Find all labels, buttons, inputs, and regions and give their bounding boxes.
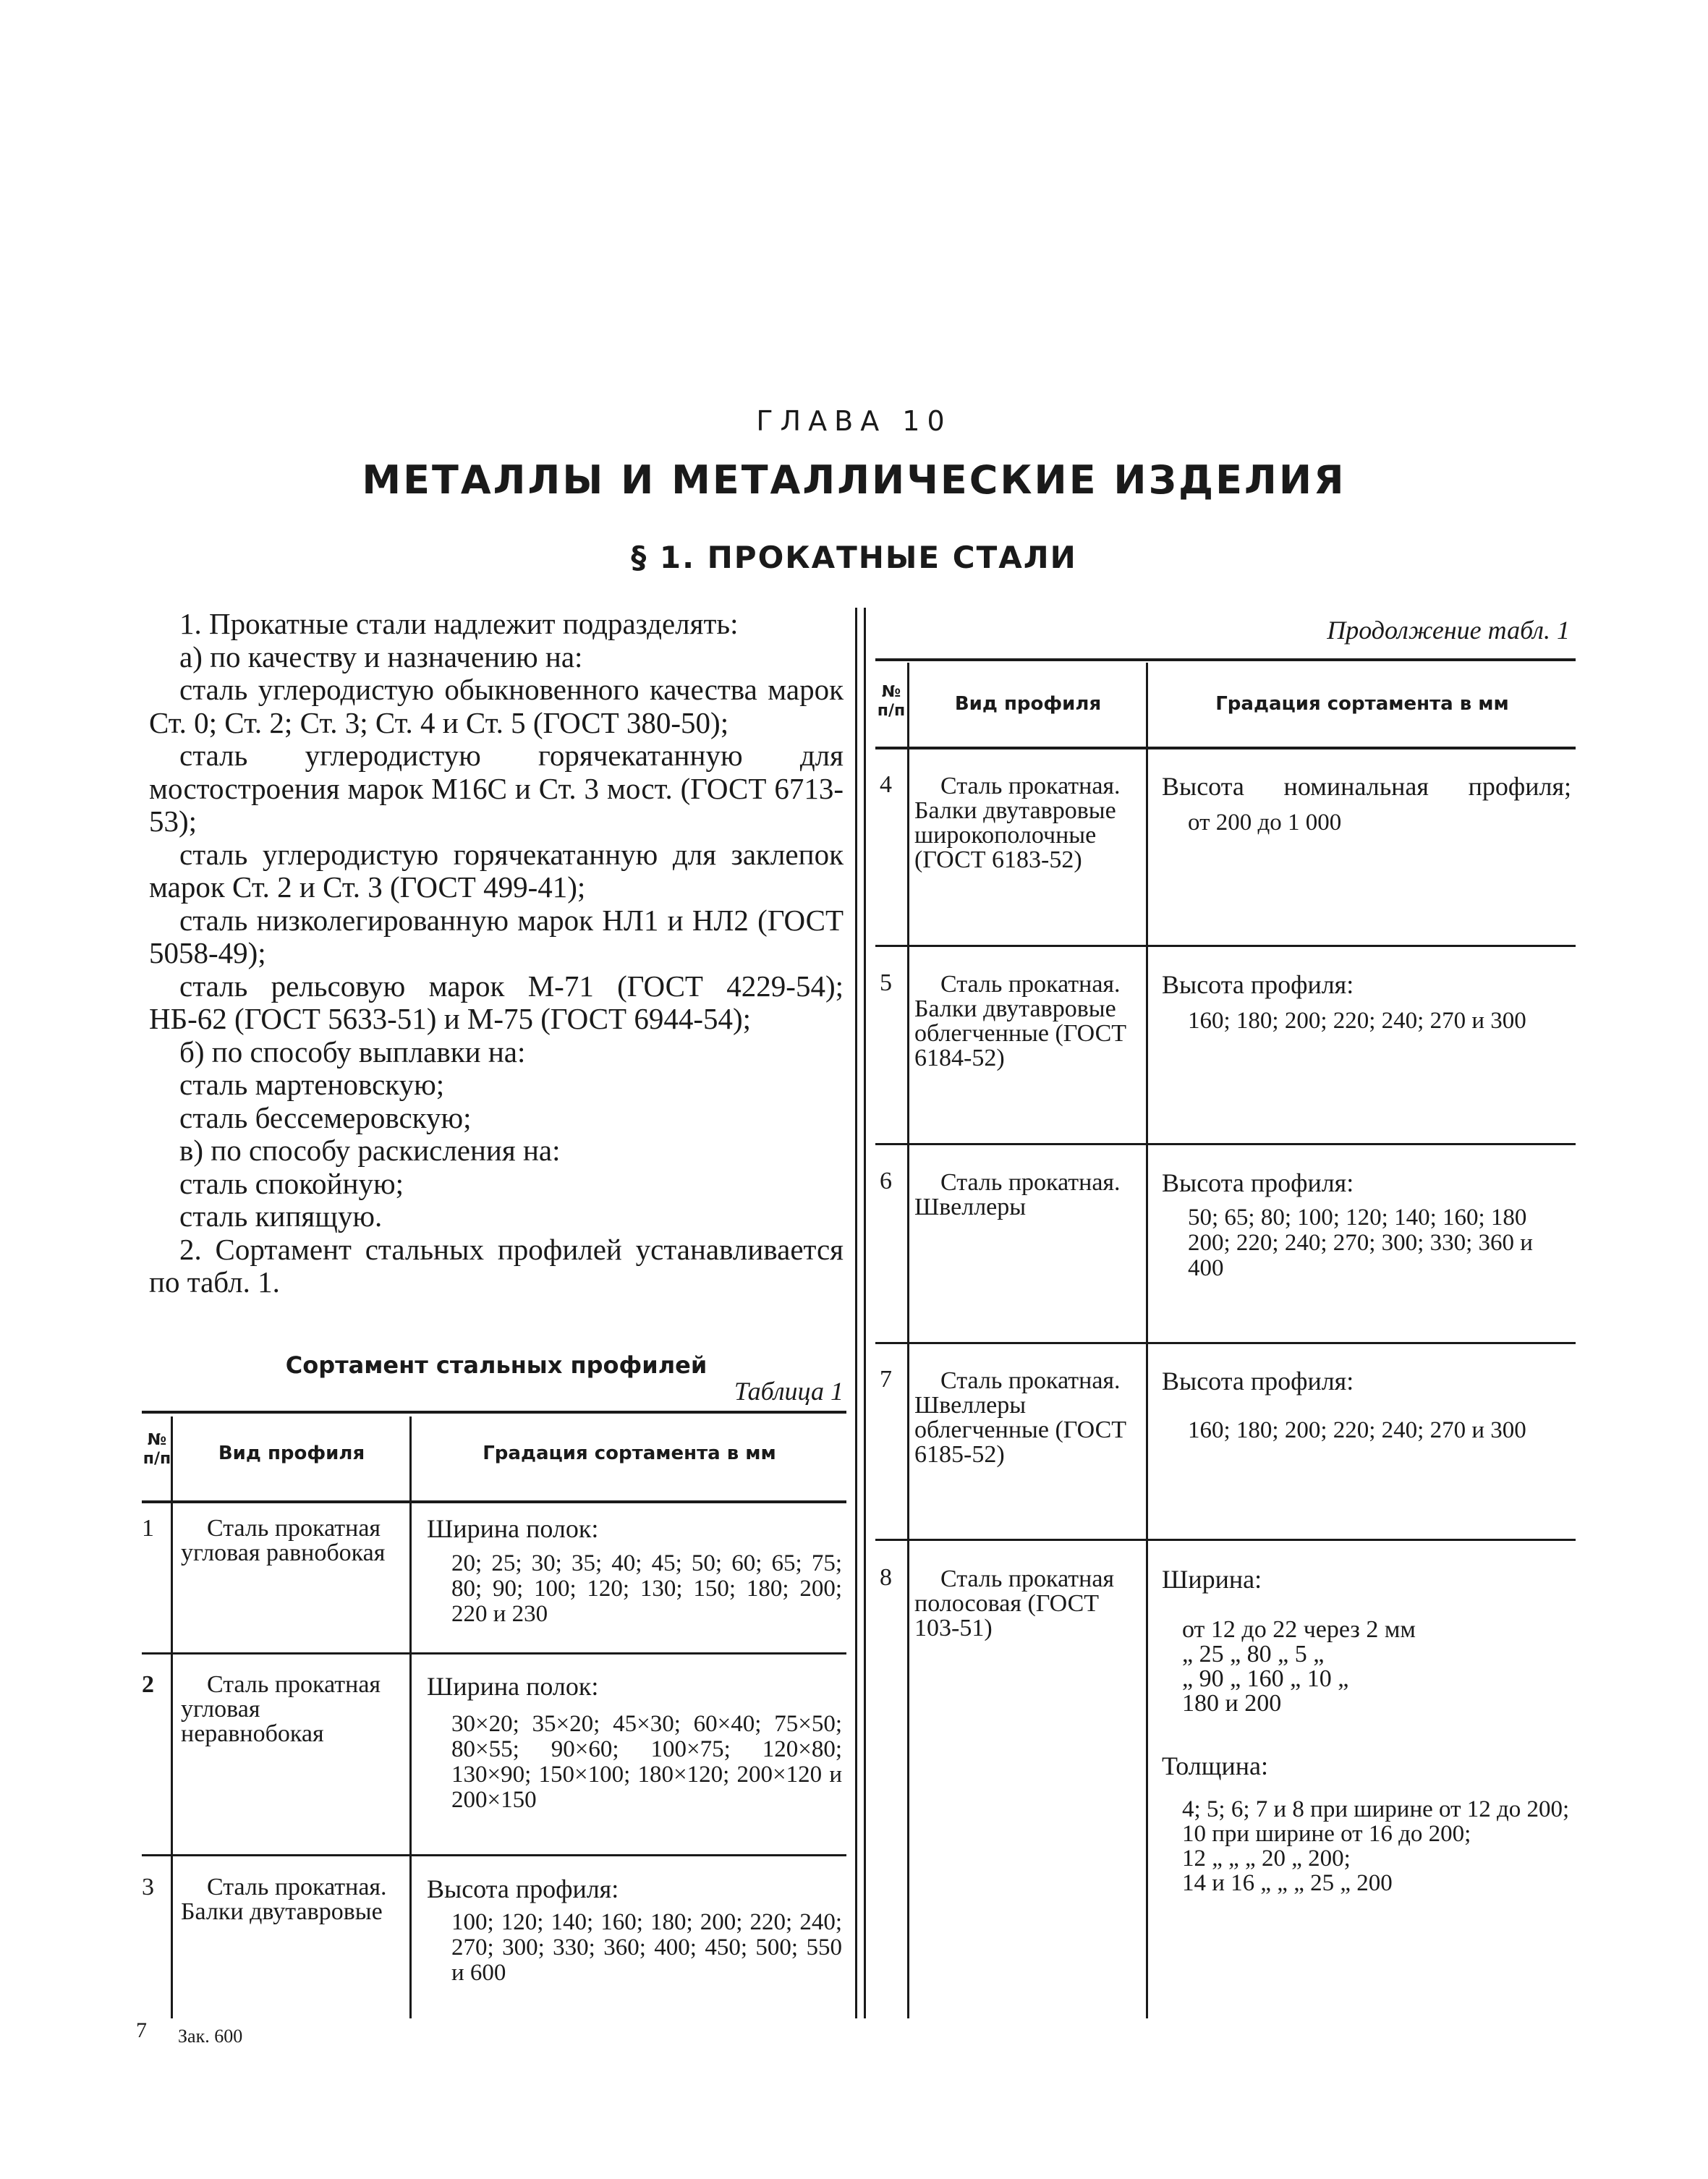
steel-type-1: сталь углеродистую обыкновенного качества марок Ст. 0; Ст. 2; Ст. 3; Ст. 4 и Ст. 5 (ГОСТ 380-50);: [149, 673, 844, 739]
steel-type-2: сталь углеродистую горячекатанную для мостостроения марок М16С и Ст. 3 мост. (ГОСТ 6713-53);: [149, 739, 844, 838]
row-gradation-values: 100; 120; 140; 160; 180; 200; 220; 240; 270; 300; 330; 360; 400; 450; 500; 550 и 600: [451, 1909, 842, 1986]
row-gradation-values: 50; 65; 80; 100; 120; 140; 160; 180 200; 220; 240; 270; 300; 330; 360 и 400: [1188, 1205, 1533, 1281]
row-gradation-title: Высота профиля:: [1162, 1367, 1354, 1396]
row-number: 1: [142, 1515, 154, 1542]
row-gradation-title: Ширина полок:: [427, 1514, 599, 1543]
item-v-2: сталь кипящую.: [179, 1199, 383, 1233]
row-profile: Сталь прокатная угловая неравнобокая: [181, 1671, 381, 1747]
width-line: „ 25 „ 80 „ 5 „: [1182, 1641, 1325, 1668]
row-gradation-title: Ширина полок:: [427, 1672, 599, 1701]
row-rule: [875, 1143, 1576, 1145]
row-gradation-title: Высота профиля:: [1162, 970, 1354, 999]
row-profile: Сталь прокатная. Балки двутавровые широкополочные (ГОСТ 6183-52): [914, 773, 1121, 873]
row-gradation-values: 160; 180; 200; 220; 240; 270 и 300: [1188, 1417, 1526, 1443]
width-list: [1182, 1618, 1558, 1716]
item-v: в) по способу раскисления на:: [179, 1134, 561, 1167]
item-b-1: сталь мартеновскую;: [179, 1068, 445, 1101]
thickness-list: [1182, 1797, 1573, 1895]
row-gradation-title: Высота номинальная профиля;: [1162, 772, 1571, 801]
item-a: а) по качеству и назначению на:: [179, 640, 583, 674]
table-header-rule: [875, 747, 1576, 749]
table-label: Таблица 1: [734, 1377, 844, 1406]
row-number: 4: [880, 771, 892, 798]
item-b-2: сталь бессемеровскую;: [179, 1100, 472, 1134]
header-number: № п/п: [877, 683, 906, 720]
row-profile: Сталь прокатная угловая равнобокая: [181, 1515, 386, 1566]
row-profile: Сталь прокатная полосовая (ГОСТ 103-51): [914, 1566, 1115, 1641]
row-gradation-title: Высота профиля:: [427, 1874, 619, 1903]
row-number: 2: [142, 1671, 154, 1698]
section-title: § 1. ПРОКАТНЫЕ СТАЛИ: [631, 540, 1077, 575]
header-gradation: Градация сортамента в мм: [1215, 693, 1509, 715]
paragraph-1: 1. Прокатные стали надлежит подразделять:: [179, 607, 739, 640]
steel-type-5: сталь рельсовую марок М-71 (ГОСТ 4229-54); НБ-62 (ГОСТ 5633-51) и М-75 (ГОСТ 6944-54);: [149, 969, 844, 1035]
order-note: Зак. 600: [178, 2026, 243, 2047]
thickness-line: 14 и 16 „ „ „ 25 „ 200: [1182, 1870, 1393, 1896]
col-rule: [1146, 663, 1148, 2018]
row-rule: [142, 1652, 846, 1655]
row-profile: Сталь прокатная. Швеллеры: [914, 1169, 1121, 1220]
row-gradation-values: от 200 до 1 000: [1188, 810, 1342, 836]
header-profile: Вид профиля: [954, 693, 1102, 715]
thickness-line: 4; 5; 6; 7 и 8 при ширине от 12 до 200;: [1182, 1796, 1570, 1822]
row-number: 5: [880, 969, 892, 996]
row-profile: Сталь прокатная. Швеллеры облегченные (ГОСТ 6185-52): [914, 1367, 1127, 1468]
table-header-rule: [142, 1500, 846, 1503]
width-line: от 12 до 22 через 2 мм: [1182, 1616, 1416, 1643]
chapter-title: МЕТАЛЛЫ И МЕТАЛЛИЧЕСКИЕ ИЗДЕЛИЯ: [362, 457, 1346, 503]
header-gradation: Градация сортамента в мм: [483, 1443, 776, 1464]
row-gradation-title: Ширина:: [1162, 1565, 1262, 1594]
col-rule: [409, 1416, 412, 2018]
column-divider: [855, 608, 857, 2018]
row-profile: Сталь прокатная. Балки двутавровые облегченные (ГОСТ 6184-52): [914, 971, 1127, 1071]
width-line: „ 90 „ 160 „ 10 „: [1182, 1665, 1349, 1692]
paragraph-2: 2. Сортамент стальных профилей устанавливается по табл. 1.: [149, 1232, 844, 1299]
chapter-label: ГЛАВА 10: [756, 405, 952, 437]
row-number: 8: [880, 1564, 892, 1591]
steel-type-4: сталь низколегированную марок НЛ1 и НЛ2 (ГОСТ 5058-49);: [149, 903, 844, 969]
thickness-line: 12 „ „ „ 20 „ 200;: [1182, 1845, 1351, 1872]
column-divider-2: [864, 608, 866, 2018]
item-b: б) по способу выплавки на:: [179, 1035, 526, 1069]
width-line: 180 и 200: [1182, 1690, 1282, 1717]
thickness-title: Толщина:: [1162, 1751, 1269, 1780]
row-rule: [875, 945, 1576, 947]
table-top-rule: [142, 1411, 846, 1414]
page-number: 7: [136, 2018, 147, 2042]
row-profile: Сталь прокатная. Балки двутавровые: [181, 1874, 387, 1925]
col-rule: [171, 1416, 173, 2018]
row-number: 3: [142, 1874, 154, 1900]
row-gradation-values: 30×20; 35×20; 45×30; 60×40; 75×50; 80×55; 90×60; 100×75; 120×80; 130×90; 150×100; 180×120; 200×120 и 200×150: [451, 1711, 842, 1813]
steel-type-3: сталь углеродистую горячекатанную для заклепок марок Ст. 2 и Ст. 3 (ГОСТ 499-41);: [149, 837, 844, 904]
continuation-label: Продолжение табл. 1: [1327, 616, 1570, 645]
row-gradation-title: Высота профиля:: [1162, 1168, 1354, 1197]
row-gradation-values: 20; 25; 30; 35; 40; 45; 50; 60; 65; 75; 80; 90; 100; 120; 130; 150; 180; 200; 220 и 230: [451, 1550, 842, 1627]
row-rule: [875, 1539, 1576, 1541]
item-v-1: сталь спокойную;: [179, 1166, 404, 1200]
body-text: [149, 608, 844, 1299]
row-number: 7: [880, 1366, 892, 1393]
header-number: № п/п: [143, 1431, 171, 1468]
table-caption: Сортамент стальных профилей: [285, 1351, 708, 1379]
row-rule: [142, 1854, 846, 1856]
row-number: 6: [880, 1168, 892, 1194]
row-rule: [875, 1342, 1576, 1344]
header-profile: Вид профиля: [218, 1443, 365, 1464]
col-rule: [907, 663, 909, 2018]
table-top-rule: [875, 658, 1576, 661]
row-gradation-values: 160; 180; 200; 220; 240; 270 и 300: [1188, 1008, 1526, 1034]
thickness-line: 10 при ширине от 16 до 200;: [1182, 1821, 1471, 1847]
